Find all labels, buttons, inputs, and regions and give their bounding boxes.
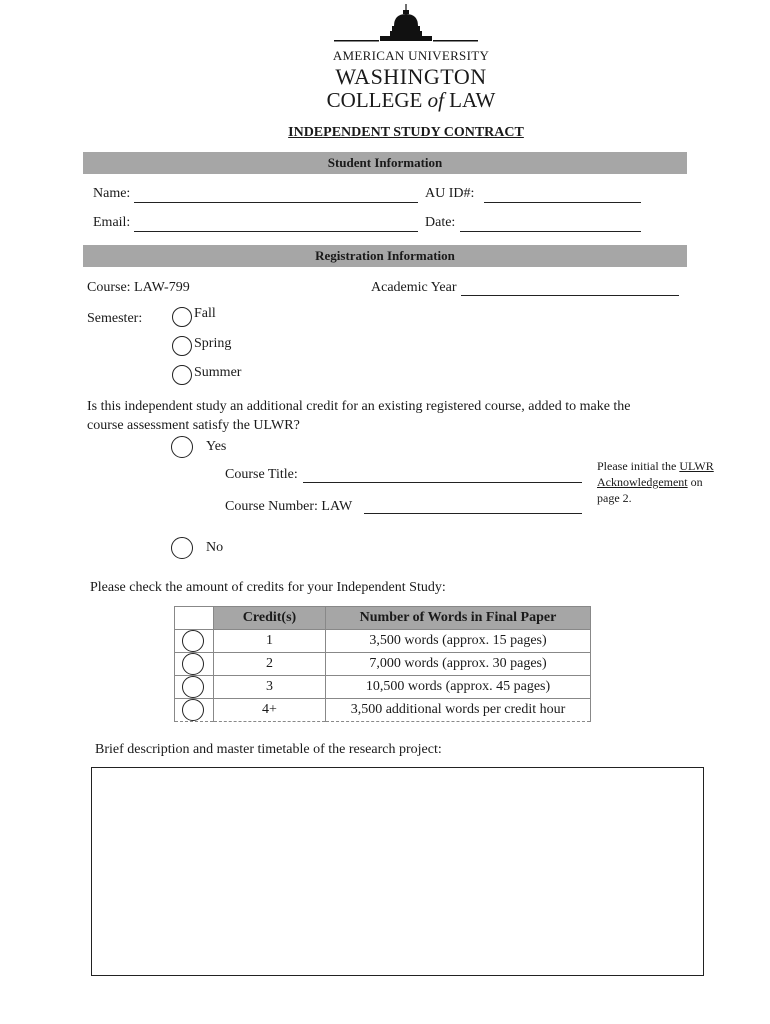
course-number-label: Course Number: LAW [225,499,353,514]
semester-spring-label: Spring [194,336,232,351]
words-column-header: Number of Words in Final Paper [326,607,591,630]
credit-3-radio[interactable] [182,676,204,698]
academic-year-field[interactable] [461,295,679,296]
credit-2-radio[interactable] [182,653,204,675]
semester-summer-radio[interactable] [172,365,192,385]
credits-table [174,606,591,722]
credit-value: 1 [214,630,326,653]
words-value: 3,500 additional words per credit hour [326,699,591,722]
ulwr-yes-radio[interactable] [171,436,193,458]
ulwr-question-line2: course assessment satisfy the ULWR? [87,418,300,433]
words-value: 7,000 words (approx. 30 pages) [326,653,591,676]
description-label: Brief description and master timetable of the research project: [95,742,442,757]
credits-column-header: Credit(s) [214,607,326,630]
date-field[interactable] [460,231,641,232]
ulwr-yes-label: Yes [206,439,227,454]
email-field[interactable] [134,231,418,232]
credit-1-radio[interactable] [182,630,204,652]
credit-value: 3 [214,676,326,699]
academic-year-label: Academic Year [371,280,457,295]
email-label: Email: [93,215,131,230]
auid-label: AU ID#: [425,186,475,201]
student-info-header: Student Information [83,152,687,174]
credits-prompt: Please check the amount of credits for your Independent Study: [90,580,446,595]
ulwr-link[interactable]: ULWR [679,459,714,473]
credit-4plus-radio[interactable] [182,699,204,721]
description-textarea[interactable] [91,767,704,976]
logo-university-name: AMERICAN UNIVERSITY [332,48,490,63]
words-value: 3,500 words (approx. 15 pages) [326,630,591,653]
capitol-dome-logo [334,4,494,44]
course-number-field[interactable] [364,513,582,514]
semester-summer-label: Summer [194,365,242,380]
auid-field[interactable] [484,202,641,203]
course-title-field[interactable] [303,482,582,483]
ulwr-initial-note: Please initial the ULWR Acknowledgement on page 2. [597,459,714,505]
logo-college-of-law: COLLEGE of LAW [326,88,496,112]
select-column-header [175,607,214,630]
ulwr-no-radio[interactable] [171,537,193,559]
table-row [175,699,591,722]
date-label: Date: [425,215,456,230]
semester-fall-radio[interactable] [172,307,192,327]
acknowledgement-link[interactable]: Acknowledgement [597,475,688,489]
ulwr-no-label: No [206,540,224,555]
semester-fall-label: Fall [194,306,216,321]
table-row [175,653,591,676]
name-label: Name: [93,186,131,201]
credits-table-header [175,607,591,630]
ulwr-question-line1: Is this independent study an additional credit for an existing registered course, added to make the [87,399,631,414]
logo-washington: WASHINGTON [335,64,487,89]
name-field[interactable] [134,202,418,203]
table-row [175,630,591,653]
words-value: 10,500 words (approx. 45 pages) [326,676,591,699]
credit-value: 4+ [214,699,326,722]
semester-spring-radio[interactable] [172,336,192,356]
course-title-label: Course Title: [225,467,298,482]
registration-info-header: Registration Information [83,245,687,267]
table-row [175,676,591,699]
credit-value: 2 [214,653,326,676]
semester-label: Semester: [87,311,143,326]
course-label: Course: LAW-799 [87,280,190,295]
page-title: INDEPENDENT STUDY CONTRACT [288,125,524,140]
